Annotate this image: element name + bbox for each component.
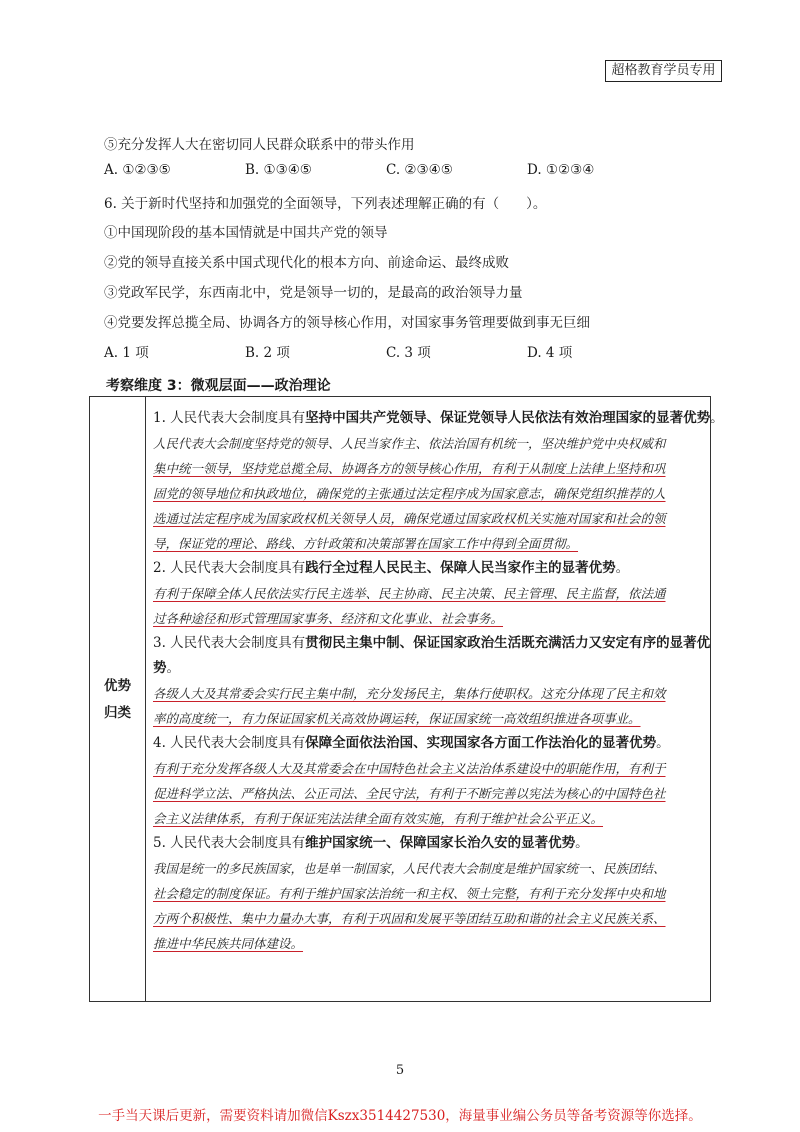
point-2-bold: 践行全过程人民民主、保障人民当家作主的显著优势 — [305, 560, 616, 576]
point-5-line-2: 社会稳定的制度保证。有利于维护国家法治统一和主权、领土完整，有利于充分发挥中央和地 — [153, 886, 666, 901]
point-4-bold: 保障全面依法治国、实现国家各方面工作法治化的显著优势 — [305, 735, 657, 751]
point-4-line-2: 促进科学立法、严格执法、公正司法、全民守法，有利于不断完善以宪法为核心的中国特色社 — [153, 786, 666, 801]
point-4-line-1: 有利于充分发挥各级人大及其常委会在中国特色社会主义法治体系建设中的职能作用，有利于 — [153, 761, 666, 776]
q5-option-b: B. ①③④⑤ — [245, 162, 312, 178]
point-2-line-1: 有利于保障全体人民依法实行民主选举、民主协商、民主决策、民主管理、民主监督，依法通 — [153, 586, 666, 601]
q6-option-b: B. 2 项 — [245, 345, 290, 361]
point-4-heading: 4. 人民代表大会制度具有保障全面依法治国、实现国家各方面工作法治化的显著优势。 — [153, 735, 670, 751]
point-5-heading: 5. 人民代表大会制度具有维护国家统一、保障国家长治久安的显著优势。 — [153, 835, 589, 851]
table-divider — [145, 397, 146, 1001]
q6-stem: 6. 关于新时代坚持和加强党的全面领导，下列表述理解正确的有（ ）。 — [104, 196, 547, 212]
point-1-line-1: 人民代表大会制度坚持党的领导、人民当家作主、依法治国有机统一，坚决维护党中央权威和 — [153, 436, 666, 451]
point-1-heading: 1. 人民代表大会制度具有坚持中国共产党领导、保证党领导人民依法有效治理国家的显著优势。 — [153, 410, 724, 426]
point-1-line-3: 固党的领导地位和执政地位，确保党的主张通过法定程序成为国家意志，确保党组织推荐的人 — [153, 486, 666, 501]
point-5-bold: 维护国家统一、保障国家长治久安的显著优势 — [305, 835, 576, 851]
point-3-line-2: 率的高度统一，有力保证国家机关高效协调运转，保证国家统一高效组织推进各项事业。 — [153, 711, 641, 726]
point-5-line-4: 推进中华民族共同体建设。 — [153, 936, 304, 951]
stamp-label: 超格教育学员专用 — [605, 60, 722, 82]
q5-item-5: ⑤充分发挥人大在密切同人民群众联系中的带头作用 — [104, 137, 415, 153]
q6-item-4: ④党要发挥总揽全局、协调各方的领导核心作用，对国家事务管理要做到事无巨细 — [104, 315, 590, 331]
page-number: 5 — [395, 1063, 405, 1078]
point-4-line-3: 会主义法律体系，有利于保证宪法法律全面有效实施，有利于维护社会公平正义。 — [153, 811, 604, 826]
point-5-line-3: 方两个积极性、集中力量办大事，有利于巩固和发展平等团结互助和谐的社会主义民族关系、 — [153, 911, 666, 926]
q6-item-2: ②党的领导直接关系中国式现代化的根本方向、前途命运、最终成败 — [104, 255, 509, 271]
q5-option-d: D. ①②③④ — [527, 162, 595, 178]
point-5-line-1: 我国是统一的多民族国家，也是单一制国家，人民代表大会制度是维护国家统一、民族团结、 — [153, 861, 666, 876]
q5-option-c: C. ②③④⑤ — [386, 162, 453, 178]
category-line-2: 归类 — [104, 705, 131, 721]
q6-item-1: ①中国现阶段的基本国情就是中国共产党的领导 — [104, 225, 388, 241]
section-heading: 考察维度 3：微观层面——政治理论 — [106, 378, 331, 394]
category-cell — [90, 673, 145, 727]
q5-option-a: A. ①②③⑤ — [104, 162, 171, 178]
point-1-line-4: 选通过法定程序成为国家政权机关领导人员，确保党通过国家政权机关实施对国家和社会的领 — [153, 511, 666, 526]
point-2-heading: 2. 人民代表大会制度具有践行全过程人民民主、保障人民当家作主的显著优势。 — [153, 560, 630, 576]
footer-notice: 一手当天课后更新，需要资料请加微信Kszx3514427530，海量事业编公务员等备考资源等你选择。 — [98, 1108, 702, 1124]
category-line-1: 优势 — [104, 678, 131, 694]
q6-option-a: A. 1 项 — [104, 345, 149, 361]
q6-item-3: ③党政军民学，东西南北中，党是领导一切的，是最高的政治领导力量 — [104, 285, 523, 301]
point-3-heading-cont: 势。 — [153, 660, 180, 676]
point-1-line-5: 导，保证党的理论、路线、方针政策和决策部署在国家工作中得到全面贯彻。 — [153, 536, 579, 551]
q6-option-c: C. 3 项 — [386, 345, 431, 361]
point-1-bold: 坚持中国共产党领导、保证党领导人民依法有效治理国家的显著优势 — [305, 410, 711, 426]
point-3-line-1: 各级人大及其常委会实行民主集中制，充分发扬民主，集体行使职权。这充分体现了民主和效 — [153, 686, 666, 701]
advantage-table — [89, 396, 724, 1002]
point-3-heading: 3. 人民代表大会制度具有贯彻民主集中制、保证国家政治生活既充满活力又安定有序的显著优 — [153, 635, 711, 651]
point-1-line-2: 集中统一领导，坚持党总揽全局、协调各方的领导核心作用，有利于从制度上法律上坚持和巩 — [153, 461, 666, 476]
q6-option-d: D. 4 项 — [527, 345, 573, 361]
table-content — [153, 406, 724, 956]
point-2-line-2: 过各种途径和形式管理国家事务、经济和文化事业、社会事务。 — [153, 611, 504, 626]
point-3-bold: 贯彻民主集中制、保证国家政治生活既充满活力又安定有序的显著优 — [305, 635, 711, 651]
